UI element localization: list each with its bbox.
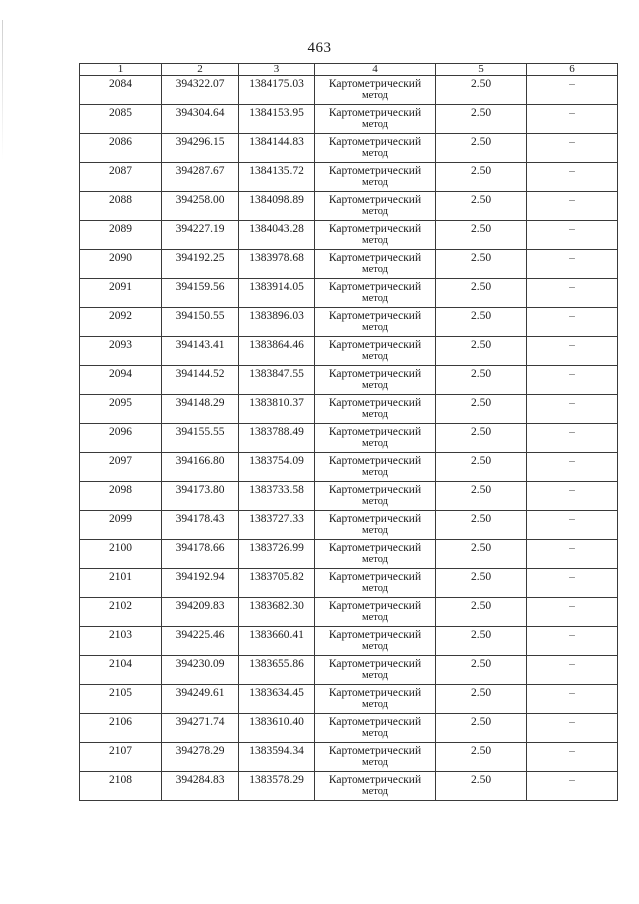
point-number: 2101 <box>80 569 162 598</box>
coordinate-y: 1384144.83 <box>239 134 315 163</box>
method-line-2: метод <box>361 264 389 275</box>
coordinate-x: 394150.55 <box>162 308 239 337</box>
coordinate-y: 1383754.09 <box>239 453 315 482</box>
coordinate-x: 394225.46 <box>162 627 239 656</box>
method-line-1: Картометрический <box>328 716 422 728</box>
accuracy-value: 2.50 <box>436 250 527 279</box>
method-line-2: метод <box>361 467 389 478</box>
table-body <box>80 76 618 801</box>
method-line-1: Картометрический <box>328 571 422 583</box>
note-value: – <box>527 424 618 453</box>
coordinate-y: 1384175.03 <box>239 76 315 105</box>
method-line-1: Картометрический <box>328 513 422 525</box>
determination-method <box>315 221 436 250</box>
accuracy-value: 2.50 <box>436 105 527 134</box>
determination-method <box>315 424 436 453</box>
method-line-2: метод <box>361 786 389 797</box>
coordinate-y: 1383726.99 <box>239 540 315 569</box>
note-value: – <box>527 366 618 395</box>
coordinate-y: 1384098.89 <box>239 192 315 221</box>
method-line-1: Картометрический <box>328 658 422 670</box>
accuracy-value: 2.50 <box>436 540 527 569</box>
coordinate-x: 394209.83 <box>162 598 239 627</box>
table-row <box>80 743 618 772</box>
table-row <box>80 366 618 395</box>
table-row <box>80 250 618 279</box>
determination-method <box>315 308 436 337</box>
table-row <box>80 163 618 192</box>
note-value: – <box>527 453 618 482</box>
coordinate-x: 394296.15 <box>162 134 239 163</box>
coordinate-x: 394271.74 <box>162 714 239 743</box>
note-value: – <box>527 250 618 279</box>
determination-method <box>315 627 436 656</box>
coordinate-y: 1383682.30 <box>239 598 315 627</box>
point-number: 2108 <box>80 772 162 801</box>
determination-method <box>315 482 436 511</box>
note-value: – <box>527 308 618 337</box>
method-line-2: метод <box>361 351 389 362</box>
note-value: – <box>527 163 618 192</box>
method-line-2: метод <box>361 641 389 652</box>
point-number: 2099 <box>80 511 162 540</box>
method-line-2: метод <box>361 119 389 130</box>
determination-method <box>315 134 436 163</box>
coordinate-y: 1383788.49 <box>239 424 315 453</box>
point-number: 2093 <box>80 337 162 366</box>
table-row <box>80 540 618 569</box>
accuracy-value: 2.50 <box>436 424 527 453</box>
method-line-2: метод <box>361 525 389 536</box>
coordinate-x: 394258.00 <box>162 192 239 221</box>
accuracy-value: 2.50 <box>436 134 527 163</box>
coordinate-x: 394166.80 <box>162 453 239 482</box>
coordinate-x: 394155.55 <box>162 424 239 453</box>
point-number: 2100 <box>80 540 162 569</box>
determination-method <box>315 656 436 685</box>
point-number: 2098 <box>80 482 162 511</box>
determination-method <box>315 192 436 221</box>
coordinate-x: 394322.07 <box>162 76 239 105</box>
method-line-1: Картометрический <box>328 136 422 148</box>
coordinates-table <box>79 63 618 801</box>
note-value: – <box>527 714 618 743</box>
determination-method <box>315 279 436 308</box>
coordinate-x: 394178.66 <box>162 540 239 569</box>
method-line-2: метод <box>361 177 389 188</box>
table-row <box>80 453 618 482</box>
point-number: 2094 <box>80 366 162 395</box>
method-line-2: метод <box>361 670 389 681</box>
determination-method <box>315 569 436 598</box>
note-value: – <box>527 569 618 598</box>
determination-method <box>315 395 436 424</box>
method-line-1: Картометрический <box>328 78 422 90</box>
table-row <box>80 511 618 540</box>
point-number: 2096 <box>80 424 162 453</box>
coordinate-y: 1383914.05 <box>239 279 315 308</box>
point-number: 2105 <box>80 685 162 714</box>
table-row <box>80 424 618 453</box>
point-number: 2091 <box>80 279 162 308</box>
page-number: 463 <box>307 40 332 56</box>
point-number: 2097 <box>80 453 162 482</box>
table-row <box>80 337 618 366</box>
header-col-5: 5 <box>436 64 527 76</box>
accuracy-value: 2.50 <box>436 366 527 395</box>
method-line-2: метод <box>361 438 389 449</box>
header-col-2: 2 <box>162 64 239 76</box>
accuracy-value: 2.50 <box>436 395 527 424</box>
determination-method <box>315 685 436 714</box>
determination-method <box>315 772 436 801</box>
determination-method <box>315 453 436 482</box>
coordinate-x: 394144.52 <box>162 366 239 395</box>
point-number: 2102 <box>80 598 162 627</box>
method-line-1: Картометрический <box>328 484 422 496</box>
point-number: 2090 <box>80 250 162 279</box>
point-number: 2106 <box>80 714 162 743</box>
method-line-1: Картометрический <box>328 165 422 177</box>
accuracy-value: 2.50 <box>436 279 527 308</box>
coordinate-x: 394284.83 <box>162 772 239 801</box>
coordinate-y: 1383610.40 <box>239 714 315 743</box>
table-row <box>80 569 618 598</box>
method-line-1: Картометрический <box>328 774 422 786</box>
accuracy-value: 2.50 <box>436 482 527 511</box>
table-row <box>80 772 618 801</box>
point-number: 2103 <box>80 627 162 656</box>
accuracy-value: 2.50 <box>436 308 527 337</box>
method-line-2: метод <box>361 322 389 333</box>
method-line-1: Картометрический <box>328 339 422 351</box>
table-row <box>80 105 618 134</box>
accuracy-value: 2.50 <box>436 685 527 714</box>
coordinate-y: 1384043.28 <box>239 221 315 250</box>
table-row <box>80 656 618 685</box>
header-col-6: 6 <box>527 64 618 76</box>
point-number: 2095 <box>80 395 162 424</box>
determination-method <box>315 714 436 743</box>
coordinate-x: 394192.94 <box>162 569 239 598</box>
point-number: 2088 <box>80 192 162 221</box>
table-row <box>80 598 618 627</box>
coordinate-x: 394278.29 <box>162 743 239 772</box>
method-line-1: Картометрический <box>328 687 422 699</box>
note-value: – <box>527 279 618 308</box>
table-row <box>80 395 618 424</box>
point-number: 2089 <box>80 221 162 250</box>
accuracy-value: 2.50 <box>436 656 527 685</box>
note-value: – <box>527 743 618 772</box>
determination-method <box>315 337 436 366</box>
accuracy-value: 2.50 <box>436 163 527 192</box>
determination-method <box>315 250 436 279</box>
coordinate-x: 394227.19 <box>162 221 239 250</box>
coordinate-x: 394287.67 <box>162 163 239 192</box>
determination-method <box>315 598 436 627</box>
method-line-1: Картометрический <box>328 194 422 206</box>
method-line-1: Картометрический <box>328 629 422 641</box>
note-value: – <box>527 685 618 714</box>
method-line-2: метод <box>361 757 389 768</box>
note-value: – <box>527 395 618 424</box>
note-value: – <box>527 598 618 627</box>
accuracy-value: 2.50 <box>436 598 527 627</box>
accuracy-value: 2.50 <box>436 569 527 598</box>
point-number: 2086 <box>80 134 162 163</box>
coordinate-y: 1383847.55 <box>239 366 315 395</box>
accuracy-value: 2.50 <box>436 511 527 540</box>
accuracy-value: 2.50 <box>436 743 527 772</box>
method-line-2: метод <box>361 380 389 391</box>
point-number: 2092 <box>80 308 162 337</box>
coordinate-x: 394249.61 <box>162 685 239 714</box>
table-row <box>80 627 618 656</box>
accuracy-value: 2.50 <box>436 76 527 105</box>
method-line-1: Картометрический <box>328 252 422 264</box>
method-line-2: метод <box>361 148 389 159</box>
determination-method <box>315 163 436 192</box>
coordinate-y: 1383578.29 <box>239 772 315 801</box>
point-number: 2084 <box>80 76 162 105</box>
coordinate-x: 394178.43 <box>162 511 239 540</box>
coordinate-x: 394148.29 <box>162 395 239 424</box>
method-line-1: Картометрический <box>328 223 422 235</box>
accuracy-value: 2.50 <box>436 714 527 743</box>
note-value: – <box>527 772 618 801</box>
determination-method <box>315 105 436 134</box>
determination-method <box>315 76 436 105</box>
point-number: 2087 <box>80 163 162 192</box>
coordinate-x: 394192.25 <box>162 250 239 279</box>
method-line-2: метод <box>361 612 389 623</box>
determination-method <box>315 366 436 395</box>
note-value: – <box>527 656 618 685</box>
header-row <box>80 64 618 76</box>
table-row <box>80 714 618 743</box>
coordinate-x: 394173.80 <box>162 482 239 511</box>
table-row <box>80 685 618 714</box>
method-line-1: Картометрический <box>328 455 422 467</box>
coordinate-x: 394159.56 <box>162 279 239 308</box>
table-row <box>80 279 618 308</box>
note-value: – <box>527 221 618 250</box>
note-value: – <box>527 76 618 105</box>
table-row <box>80 221 618 250</box>
method-line-2: метод <box>361 206 389 217</box>
table-row <box>80 482 618 511</box>
method-line-1: Картометрический <box>328 745 422 757</box>
method-line-1: Картометрический <box>328 397 422 409</box>
accuracy-value: 2.50 <box>436 192 527 221</box>
method-line-2: метод <box>361 583 389 594</box>
determination-method <box>315 540 436 569</box>
method-line-2: метод <box>361 409 389 420</box>
header-col-3: 3 <box>239 64 315 76</box>
table-row <box>80 134 618 163</box>
coordinate-y: 1383660.41 <box>239 627 315 656</box>
accuracy-value: 2.50 <box>436 772 527 801</box>
table-row <box>80 192 618 221</box>
point-number: 2107 <box>80 743 162 772</box>
coordinate-x: 394230.09 <box>162 656 239 685</box>
determination-method <box>315 511 436 540</box>
table-row <box>80 308 618 337</box>
method-line-1: Картометрический <box>328 542 422 554</box>
coordinate-x: 394143.41 <box>162 337 239 366</box>
point-number: 2085 <box>80 105 162 134</box>
accuracy-value: 2.50 <box>436 453 527 482</box>
note-value: – <box>527 540 618 569</box>
accuracy-value: 2.50 <box>436 221 527 250</box>
header-col-4: 4 <box>315 64 436 76</box>
method-line-1: Картометрический <box>328 600 422 612</box>
coordinate-y: 1383810.37 <box>239 395 315 424</box>
method-line-1: Картометрический <box>328 310 422 322</box>
coordinate-y: 1383978.68 <box>239 250 315 279</box>
table-header <box>80 64 618 76</box>
header-col-1: 1 <box>80 64 162 76</box>
method-line-2: метод <box>361 728 389 739</box>
note-value: – <box>527 134 618 163</box>
determination-method <box>315 743 436 772</box>
coordinate-y: 1383727.33 <box>239 511 315 540</box>
method-line-1: Картометрический <box>328 368 422 380</box>
note-value: – <box>527 482 618 511</box>
note-value: – <box>527 627 618 656</box>
method-line-1: Картометрический <box>328 426 422 438</box>
point-number: 2104 <box>80 656 162 685</box>
coordinate-y: 1383705.82 <box>239 569 315 598</box>
note-value: – <box>527 192 618 221</box>
accuracy-value: 2.50 <box>436 627 527 656</box>
coordinate-y: 1383896.03 <box>239 308 315 337</box>
method-line-2: метод <box>361 554 389 565</box>
coordinate-y: 1383634.45 <box>239 685 315 714</box>
coordinate-y: 1384153.95 <box>239 105 315 134</box>
coordinate-y: 1383864.46 <box>239 337 315 366</box>
table-row <box>80 76 618 105</box>
method-line-2: метод <box>361 235 389 246</box>
method-line-2: метод <box>361 90 389 101</box>
note-value: – <box>527 511 618 540</box>
method-line-1: Картометрический <box>328 281 422 293</box>
coordinate-x: 394304.64 <box>162 105 239 134</box>
method-line-2: метод <box>361 293 389 304</box>
note-value: – <box>527 105 618 134</box>
coordinate-y: 1383594.34 <box>239 743 315 772</box>
coordinate-y: 1384135.72 <box>239 163 315 192</box>
coordinate-y: 1383733.58 <box>239 482 315 511</box>
method-line-2: метод <box>361 699 389 710</box>
method-line-2: метод <box>361 496 389 507</box>
method-line-1: Картометрический <box>328 107 422 119</box>
coordinate-y: 1383655.86 <box>239 656 315 685</box>
note-value: – <box>527 337 618 366</box>
accuracy-value: 2.50 <box>436 337 527 366</box>
